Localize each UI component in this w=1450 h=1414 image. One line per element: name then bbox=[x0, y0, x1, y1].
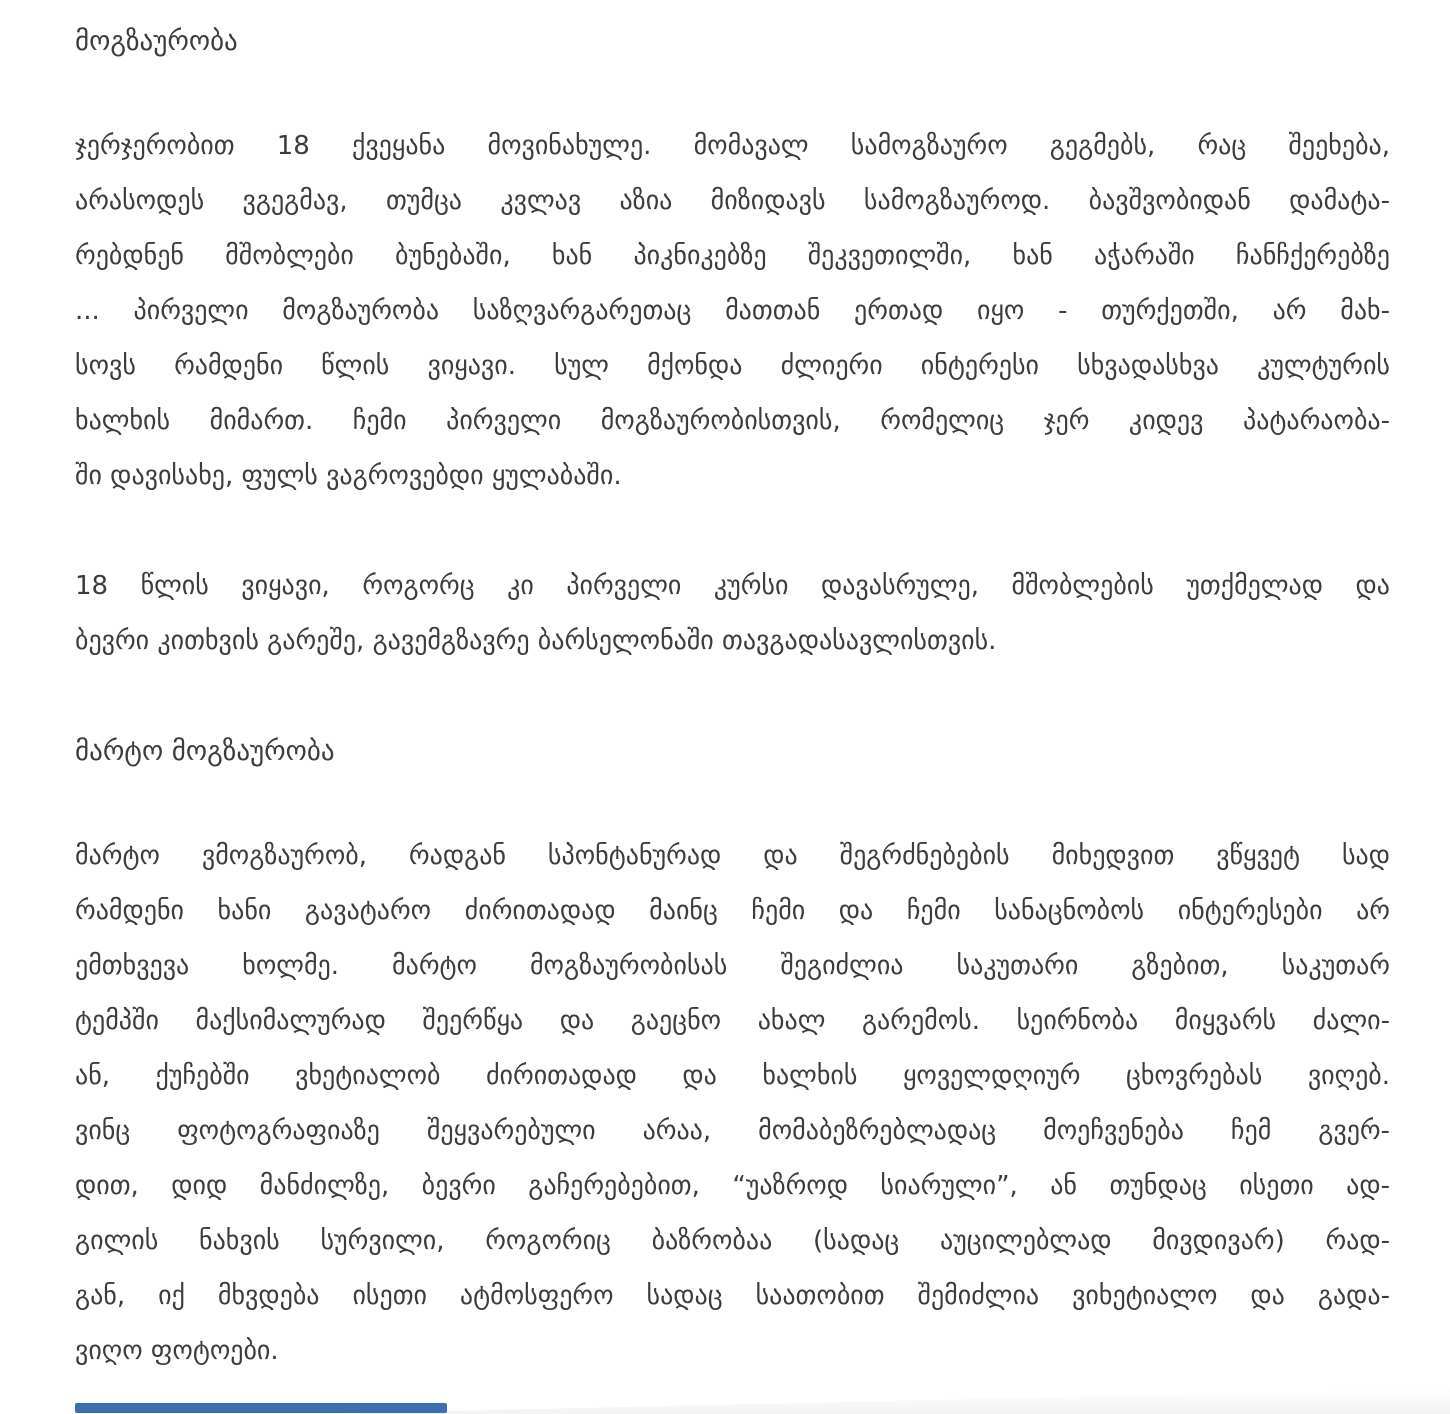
paragraph-barcelona bbox=[75, 559, 1390, 669]
text-line: ვიღო ფოტოები. bbox=[75, 1336, 279, 1366]
section-heading-travel: მოგზაურობა bbox=[75, 26, 238, 57]
text-line: ტემპში მაქსიმალურად შეერწყა და გაეცნო ახალ გარემოს. სეირნობა მიყვარს ძალი- bbox=[75, 1006, 1390, 1036]
bottom-shadow bbox=[320, 1388, 1450, 1414]
text-line: მარტო ვმოგზაურობ, რადგან სპონტანურად და შეგრძნებების მიხედვით ვწყვეტ სად bbox=[75, 841, 1390, 871]
text-line: 18 წლის ვიყავი, როგორც კი პირველი კურსი დავასრულე, მშობლების უთქმელად და bbox=[75, 571, 1390, 601]
text-line: რებდნენ მშობლები ბუნებაში, ხან პიკნიკებზე შეკვეთილში, ხან აჭარაში ჩანჩქერებზე bbox=[75, 241, 1390, 271]
text-line: ჯერჯერობით 18 ქვეყანა მოვინახულე. მომავალ სამოგზაურო გეგმებს, რაც შეეხება, bbox=[75, 131, 1390, 161]
text-line: რამდენი ხანი გავატარო ძირითადად მაინც ჩემი და ჩემი სანაცნობოს ინტერესები არ bbox=[75, 896, 1390, 926]
partial-blue-bar bbox=[75, 1403, 447, 1413]
text-line: გილის ნახვის სურვილი, როგორიც ბაზრობაა (სადაც აუცილებლად მივდივარ) რად- bbox=[75, 1226, 1390, 1256]
paragraph-travel-history bbox=[75, 119, 1390, 504]
text-line: სოვს რამდენი წლის ვიყავი. სულ მქონდა ძლიერი ინტერესი სხვადასხვა კულტურის bbox=[75, 351, 1390, 381]
text-line: არასოდეს ვგეგმავ, თუმცა კვლავ აზია მიზიდავს სამოგზაუროდ. ბავშვობიდან დამატა- bbox=[75, 186, 1390, 216]
text-line: ... პირველი მოგზაურობა საზღვარგარეთაც მათთან ერთად იყო - თურქეთში, არ მახ- bbox=[75, 296, 1390, 326]
text-line: ში დავისახე, ფულს ვაგროვებდი ყულაბაში. bbox=[75, 461, 622, 491]
text-line: დით, დიდ მანძილზე, ბევრი გაჩერებებით, “უაზროდ სიარული”, ან თუნდაც ისეთი ად- bbox=[75, 1171, 1390, 1201]
text-line: ხალხის მიმართ. ჩემი პირველი მოგზაურობისთვის, რომელიც ჯერ კიდევ პატარაობა- bbox=[75, 406, 1390, 436]
paragraph-solo-travel bbox=[75, 829, 1390, 1379]
text-line: ემთხვევა ხოლმე. მარტო მოგზაურობისას შეგიძლია საკუთარი გზებით, საკუთარ bbox=[75, 951, 1390, 981]
text-line: ან, ქუჩებში ვხეტიალობ ძირითადად და ხალხის ყოველდღიურ ცხოვრებას ვიღებ. bbox=[75, 1061, 1390, 1091]
text-line: ვინც ფოტოგრაფიაზე შეყვარებული არაა, მომაბეზრებლადაც მოეჩვენება ჩემ გვერ- bbox=[75, 1116, 1390, 1146]
section-heading-solo-travel: მარტო მოგზაურობა bbox=[75, 736, 335, 767]
text-line: გან, იქ მხვდება ისეთი ატმოსფერო სადაც საათობით შემიძლია ვიხეტიალო და გადა- bbox=[75, 1281, 1390, 1311]
text-line: ბევრი კითხვის გარეშე, გავემგზავრე ბარსელონაში თავგადასავლისთვის. bbox=[75, 626, 997, 656]
